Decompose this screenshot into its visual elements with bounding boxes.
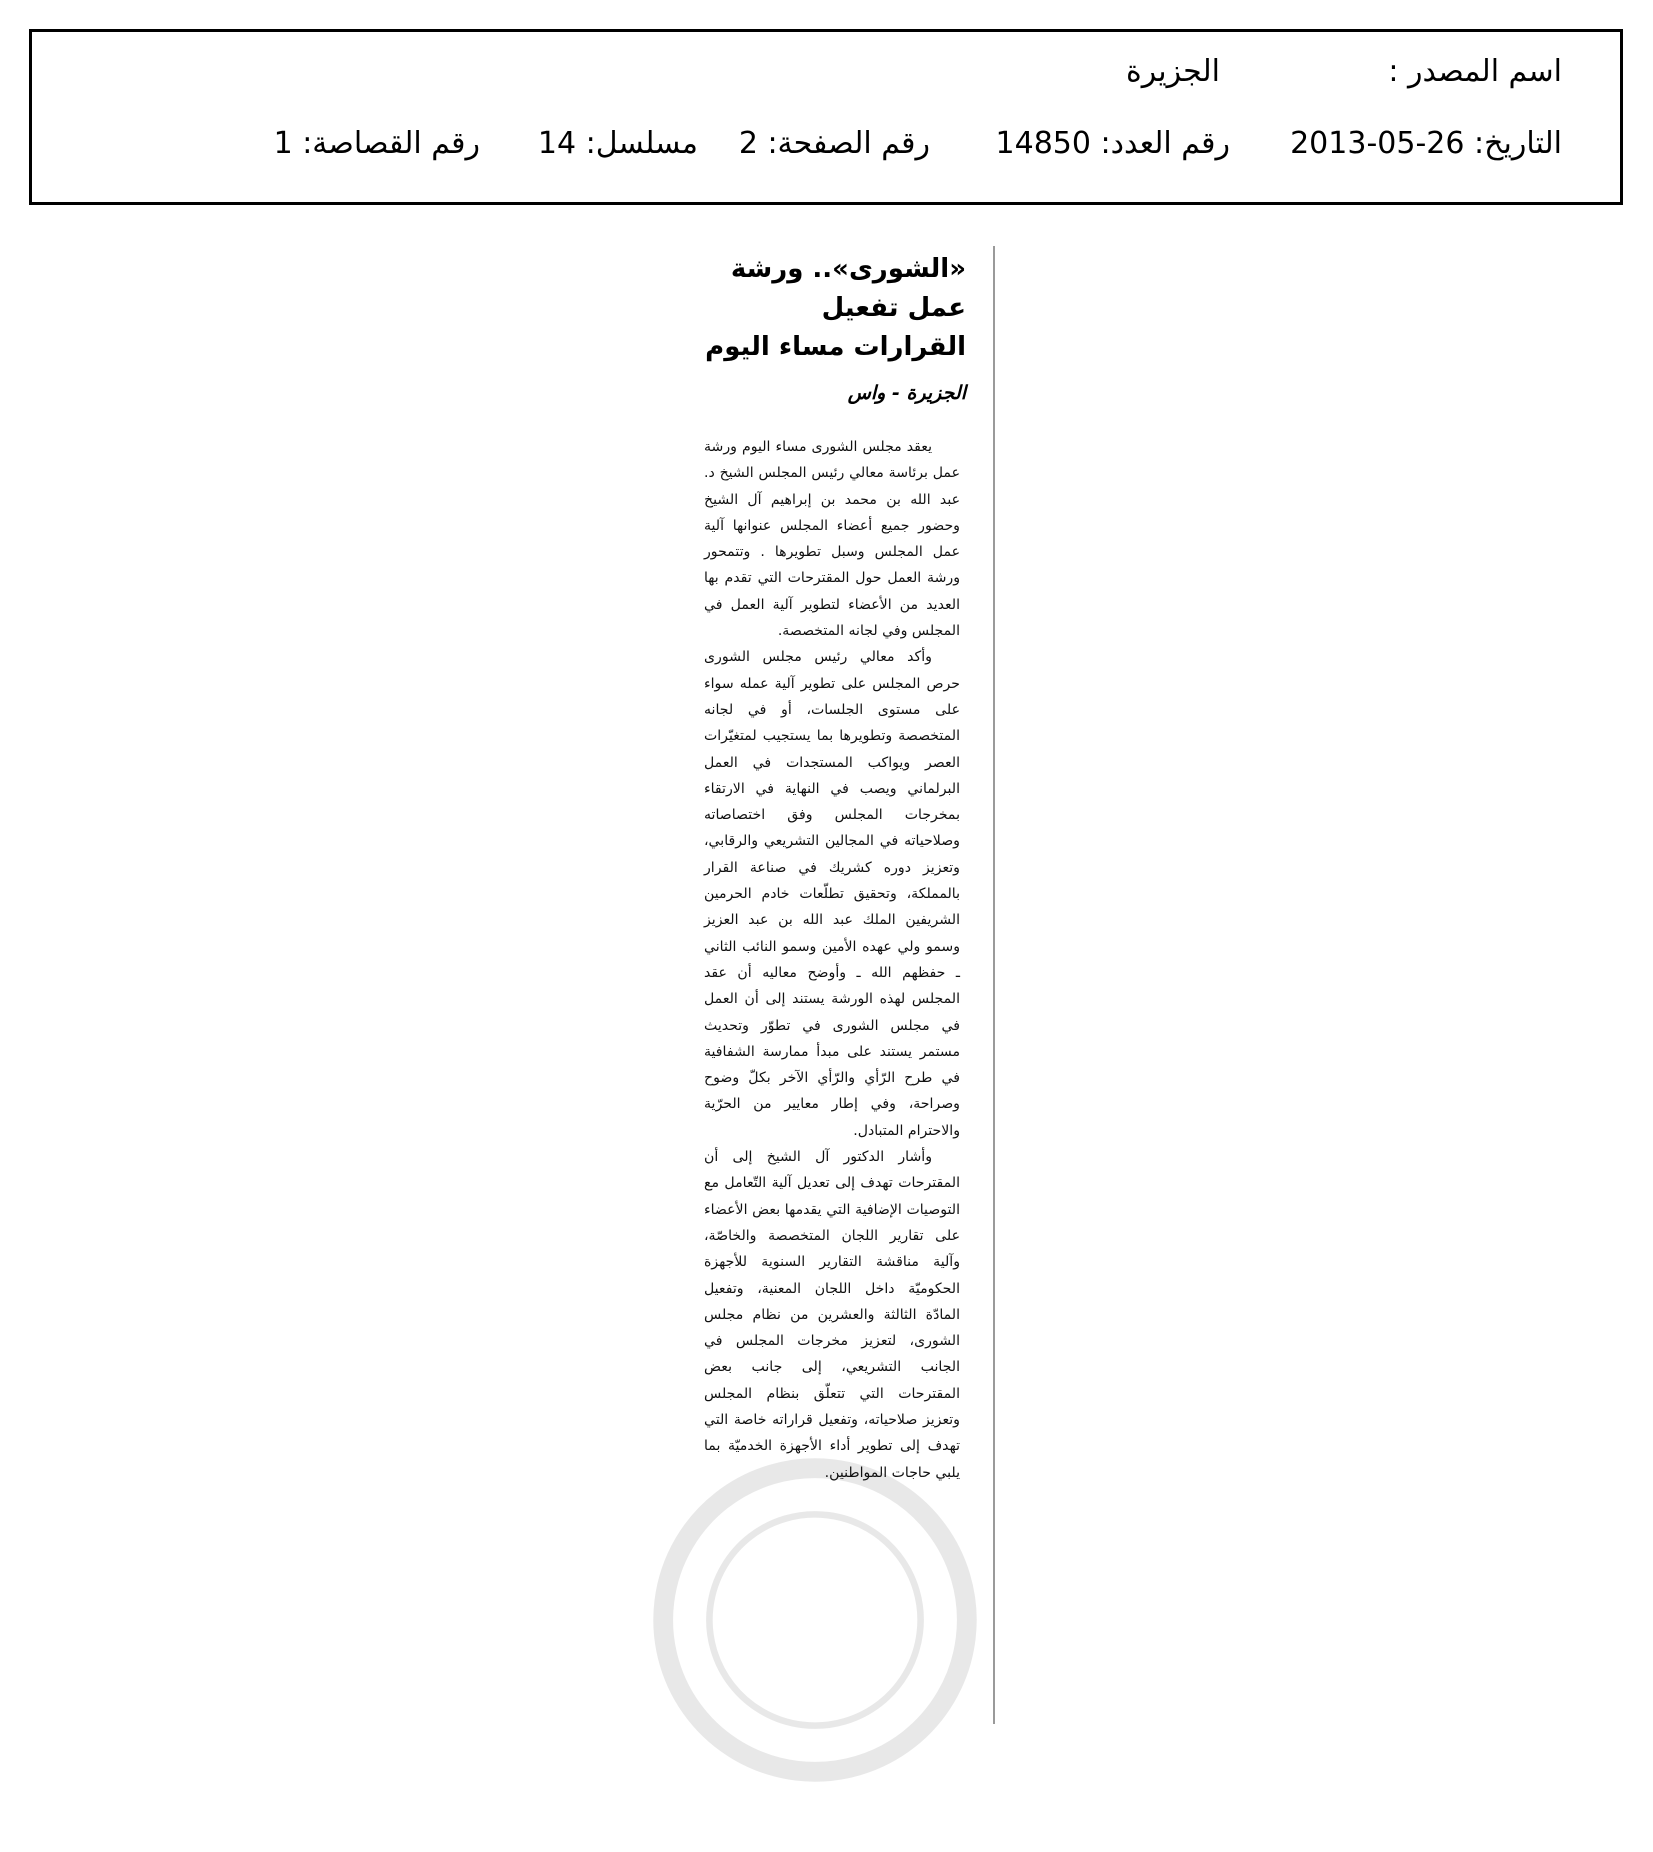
source-label: اسم المصدر :	[1388, 54, 1562, 89]
issue-number-field: رقم العدد: 14850	[995, 126, 1230, 161]
column-divider	[993, 246, 995, 1724]
source-value: الجزيرة	[1125, 54, 1220, 89]
article-clipping	[690, 246, 996, 1748]
date-field: التاريخ: 26-05-2013	[1290, 126, 1562, 161]
page-number-field: رقم الصفحة: 2	[738, 126, 930, 161]
article-body	[704, 434, 960, 1486]
clipping-number-field: رقم القصاصة: 1	[273, 126, 480, 161]
article-byline: الجزيرة - واس	[847, 382, 966, 404]
article-paragraph: يعقد مجلس الشورى مساء اليوم ورشة عمل برئاسة معالي رئيس المجلس الشيخ د. عبد الله بن محمد بن إبراهيم آل الشيخ وحضور جميع أعضاء المجلس عنوانها آلية عمل المجلس وسبل تطويرها . وتتمحور ورشة العمل حول المقترحات التي تقدم بها العديد من الأعضاء لتطوير آلية العمل في المجلس وفي لجانه المتخصصة.	[704, 439, 960, 640]
article-paragraph: وأشار الدكتور آل الشيخ إلى أن المقترحات تهدف إلى تعديل آلية التّعامل مع التوصيات الإضافية التي يقدمها بعض الأعضاء على تقارير اللجان المتخصصة والخاصّة، وآلية مناقشة التقارير السنوية للأجهزة الحكوميّة داخل اللجان المعنية، وتفعيل المادّة الثالثة والعشرين من نظام مجلس الشورى، لتعزيز مخرجات المجلس في الجانب التشريعي، إلى جانب بعض المقترحات التي تتعلّق بنظام المجلس وتعزيز صلاحياته، وتفعيل قراراته خاصة التي تهدف إلى تطوير أداء الأجهزة الخدميّة بما يلبي حاجات المواطنين.	[704, 1149, 960, 1481]
clipping-info-box	[29, 29, 1623, 205]
serial-field: مسلسل: 14	[537, 126, 698, 161]
article-headline: «الشورى».. ورشة عمل تفعيل القرارات مساء اليوم	[705, 254, 966, 362]
article-paragraph: وأكد معالي رئيس مجلس الشورى حرص المجلس على تطوير آلية عمله سواء على مستوى الجلسات، أو في لجانه المتخصصة وتطويرها بما يستجيب لمتغيّرات العصر ويواكب المستجدات في العمل البرلماني ويصب في النهاية في الارتقاء بمخرجات المجلس وفق اختصاصاته وصلاحياته في المجالين التشريعي والرقابي، وتعزيز دوره كشريك في صناعة القرار بالمملكة، وتحقيق تطلّعات خادم الحرمين الشريفين الملك عبد الله بن عبد العزيز وسمو ولي عهده الأمين وسمو النائب الثاني ـ حفظهم الله ـ وأوضح معاليه أن عقد المجلس لهذه الورشة يستند إلى أن العمل في مجلس الشورى في تطوّر وتحديث مستمر يستند على مبدأ ممارسة الشفافية في طرح الرّأي والرّأي الآخر بكلّ وضوح وصراحة، وفي إطار معايير من الحرّية والاحترام المتبادل.	[704, 649, 960, 1139]
